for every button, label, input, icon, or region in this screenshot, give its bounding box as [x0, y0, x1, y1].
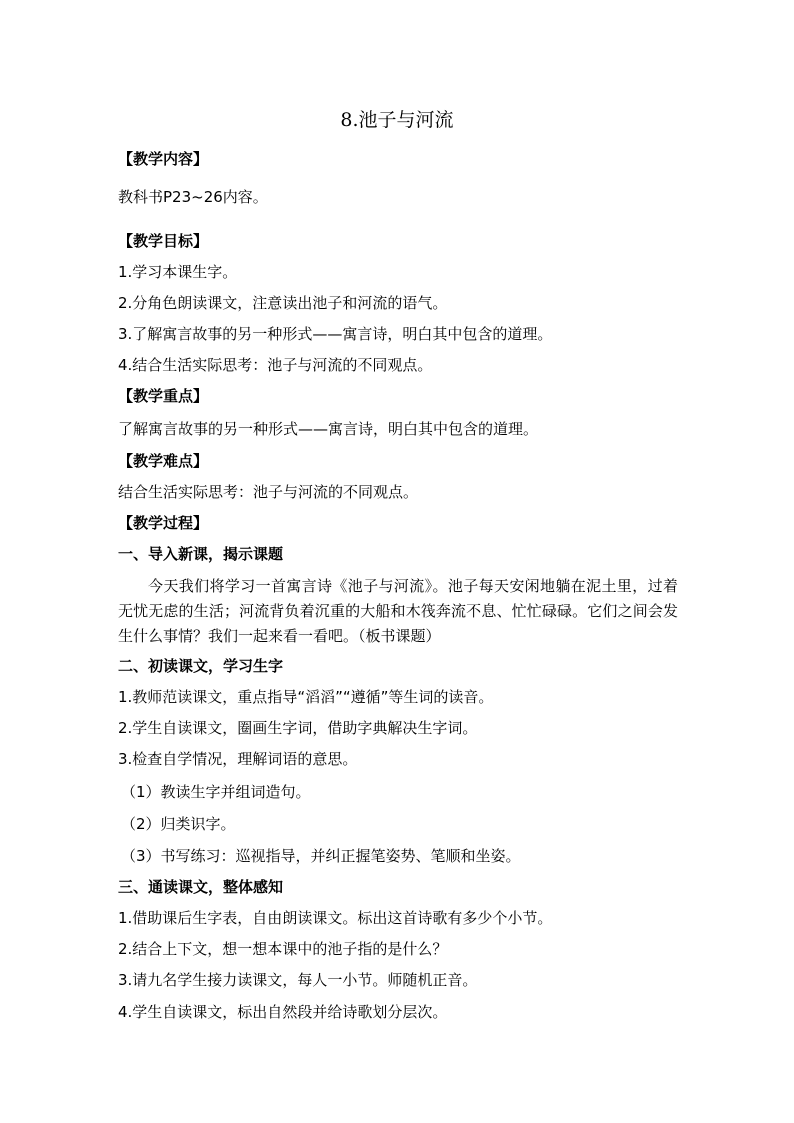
section3-item: 1.借助课后生字表，自由朗读课文。标出这首诗歌有多少个小节。 [118, 909, 553, 927]
section2-item: 2.学生自读课文，圈画生字词，借助字典解决生字词。 [118, 719, 478, 737]
difficulty-heading: 【教学难点】 [118, 452, 209, 470]
section3-item: 3.请九名学生接力读课文，每人一小节。师随机正音。 [118, 971, 478, 989]
content-heading: 【教学内容】 [118, 150, 209, 168]
section2-heading: 二、初读课文，学习生字 [118, 657, 284, 675]
section1-paragraph: 今天我们将学习一首寓言诗《池子与河流》。池子每天安闲地躺在泥土里，过着无忧无虑的生活；河流背负着沉重的大船和木筏奔流不息、忙忙碌碌。它们之间会发生什么事情？我们一起来看一看吧。（板书课题） [118, 577, 678, 645]
goal-item: 4.结合生活实际思考：池子与河流的不同观点。 [118, 356, 433, 374]
process-heading: 【教学过程】 [118, 514, 209, 532]
goal-item: 3.了解寓言故事的另一种形式——寓言诗，明白其中包含的道理。 [118, 325, 553, 343]
section2-subitem: （1）教读生字并组词造句。 [121, 783, 311, 801]
section3-item: 2.结合上下文，想一想本课中的池子指的是什么？ [118, 940, 448, 958]
section1-heading: 一、导入新课，揭示课题 [118, 545, 284, 563]
goal-item: 2.分角色朗读课文，注意读出池子和河流的语气。 [118, 294, 448, 312]
section2-item: 1.教师范读课文，重点指导“滔滔”“遵循”等生词的读音。 [118, 688, 494, 706]
section3-heading: 三、通读课文，整体感知 [118, 878, 284, 896]
section2-item: 3.检查自学情况，理解词语的意思。 [118, 750, 358, 768]
goal-item: 1.学习本课生字。 [118, 263, 238, 281]
section2-subitem: （3）书写练习：巡视指导，并纠正握笔姿势、笔顺和坐姿。 [121, 847, 521, 865]
key-text: 了解寓言故事的另一种形式——寓言诗，明白其中包含的道理。 [118, 420, 539, 438]
difficulty-text: 结合生活实际思考：池子与河流的不同观点。 [118, 483, 419, 501]
section2-subitem: （2）归类识字。 [121, 815, 236, 833]
content-text: 教科书P23~26内容。 [118, 188, 268, 206]
section3-item: 4.学生自读课文，标出自然段并给诗歌划分层次。 [118, 1003, 448, 1021]
goals-heading: 【教学目标】 [118, 232, 209, 250]
key-heading: 【教学重点】 [118, 387, 209, 405]
lesson-title: 8.池子与河流 [340, 109, 454, 131]
